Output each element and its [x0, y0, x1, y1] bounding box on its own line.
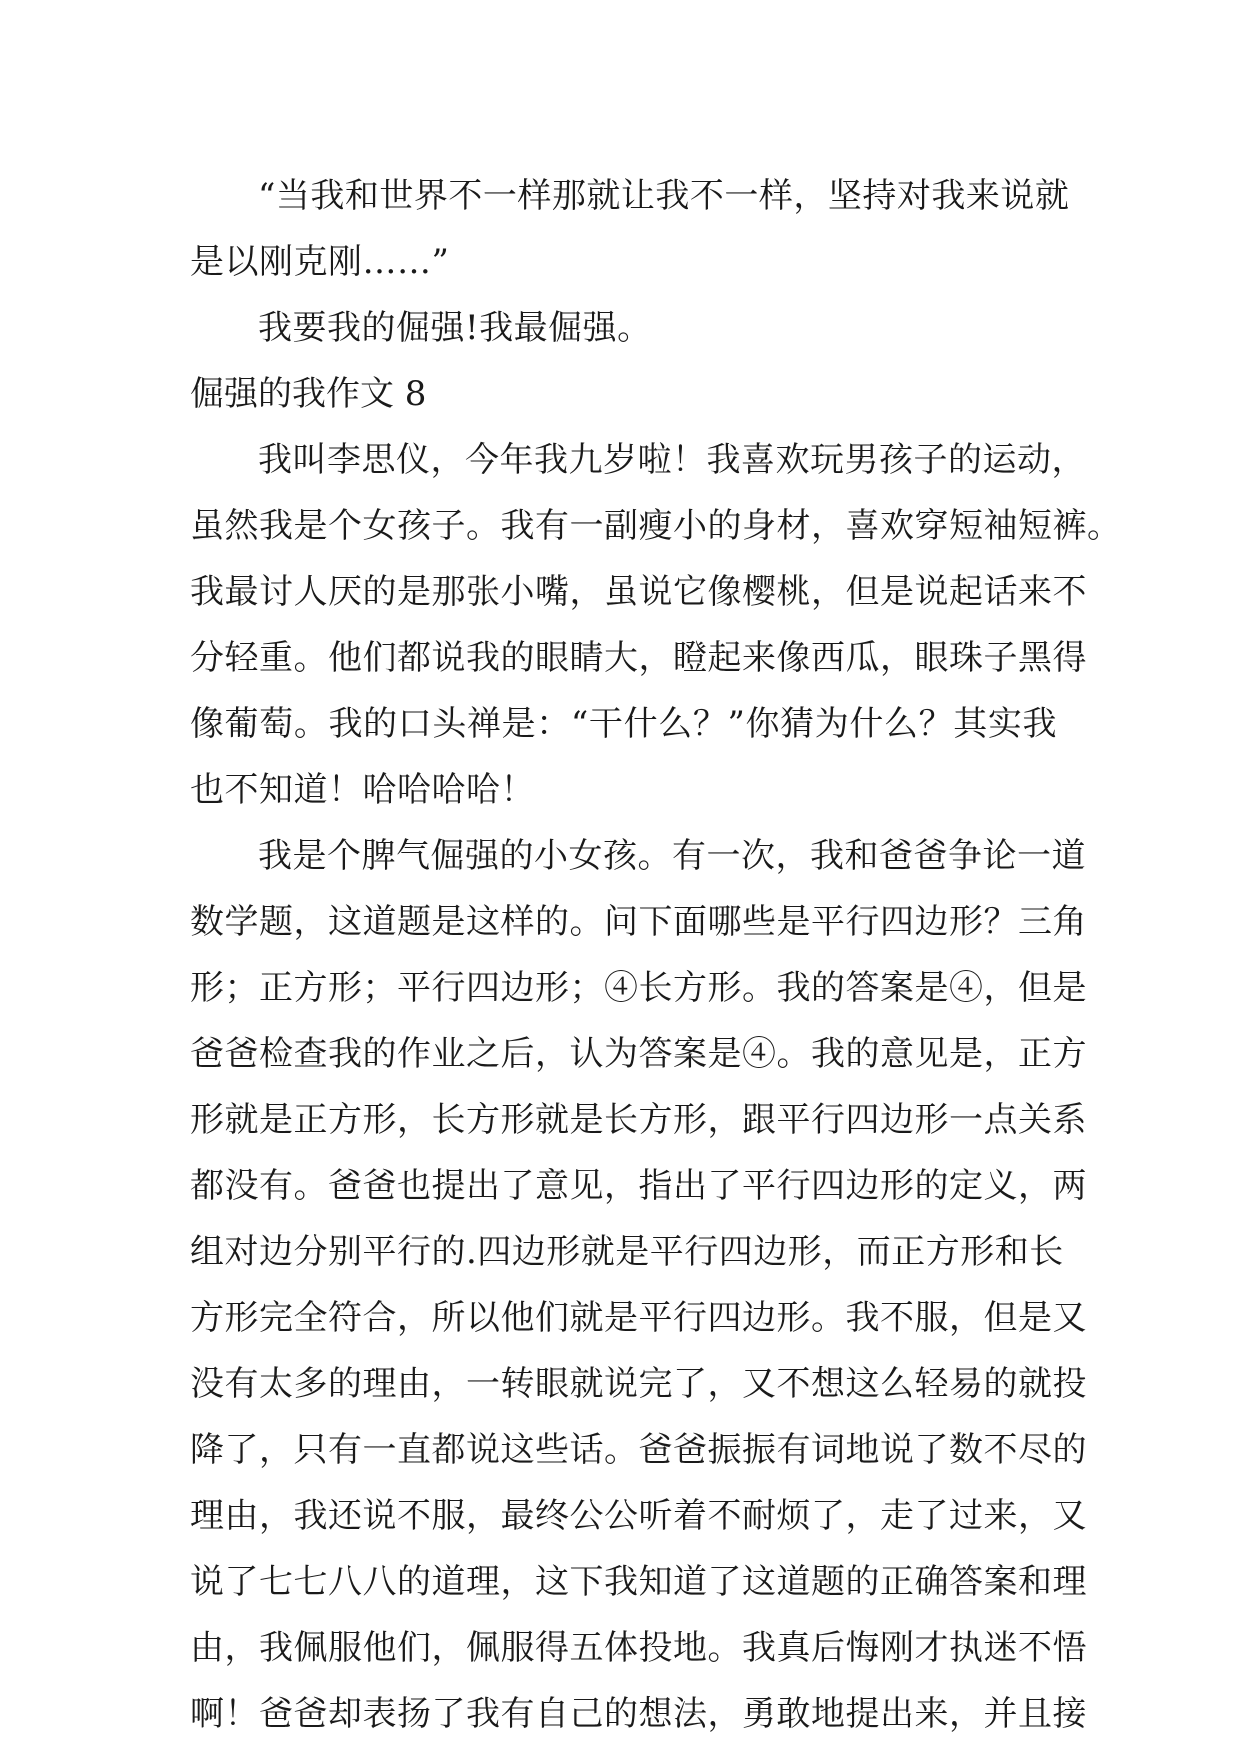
essay-body [190, 163, 1122, 1747]
text-line: 我要我的倔强!我最倔强。 [258, 308, 652, 348]
text-line: 我最讨人厌的是那张小嘴，虽说它像樱桃，但是说起话来不 [190, 572, 1087, 612]
text-line: 我叫李思仪，今年我九岁啦！我喜欢玩男孩子的运动， [258, 440, 1086, 480]
text-line: 由，我佩服他们，佩服得五体投地。我真后悔刚才执迷不悟 [190, 1628, 1087, 1668]
text-line: 理由，我还说不服，最终公公听着不耐烦了，走了过来，又 [190, 1496, 1087, 1536]
text-line: 爸爸检查我的作业之后，认为答案是④。我的意见是，正方 [190, 1034, 1087, 1074]
essay-title [190, 361, 1057, 427]
text-line: 是以刚克刚……” [190, 242, 450, 282]
text-line: “当我和世界不一样那就让我不一样，坚持对我来说就 [258, 176, 1070, 216]
text-line: 啊！爸爸却表扬了我有自己的想法，勇敢地提出来，并且接 [190, 1694, 1087, 1734]
text-line: 也不知道！哈哈哈哈！ [190, 770, 535, 810]
text-line: 数学题，这道题是这样的。问下面哪些是平行四边形？三角 [190, 902, 1087, 942]
paragraph-quote [190, 163, 1070, 295]
text-line: 组对边分别平行的.四边形就是平行四边形，而正方形和长 [190, 1232, 1064, 1272]
text-line: 降了，只有一直都说这些话。爸爸振振有词地说了数不尽的 [190, 1430, 1087, 1470]
text-line: 说了七七八八的道理，这下我知道了这道题的正确答案和理 [190, 1562, 1087, 1602]
text-line: 分轻重。他们都说我的眼睛大，瞪起来像西瓜，眼珠子黑得 [190, 638, 1087, 678]
text-line: 形就是正方形，长方形就是长方形，跟平行四边形一点关系 [190, 1100, 1087, 1140]
text-line: 形；正方形；平行四边形；④长方形。我的答案是④，但是 [190, 968, 1087, 1008]
text-line: 都没有。爸爸也提出了意见，指出了平行四边形的定义，两 [190, 1166, 1087, 1206]
paragraph-short [190, 295, 1057, 361]
text-line: 像葡萄。我的口头禅是：“干什么？”你猜为什么？其实我 [190, 704, 1057, 744]
text-line: 虽然我是个女孩子。我有一副瘦小的身材，喜欢穿短袖短裤。 [190, 506, 1122, 546]
heading-text: 倔强的我作文 8 [190, 374, 427, 414]
paragraph-intro [190, 427, 1122, 823]
text-line: 我是个脾气倔强的小女孩。有一次，我和爸爸争论一道 [258, 836, 1086, 876]
text-line: 没有太多的理由，一转眼就说完了，又不想这么轻易的就投 [190, 1364, 1087, 1404]
text-line: 方形完全符合，所以他们就是平行四边形。我不服，但是又 [190, 1298, 1087, 1338]
paragraph-story [190, 823, 1087, 1747]
